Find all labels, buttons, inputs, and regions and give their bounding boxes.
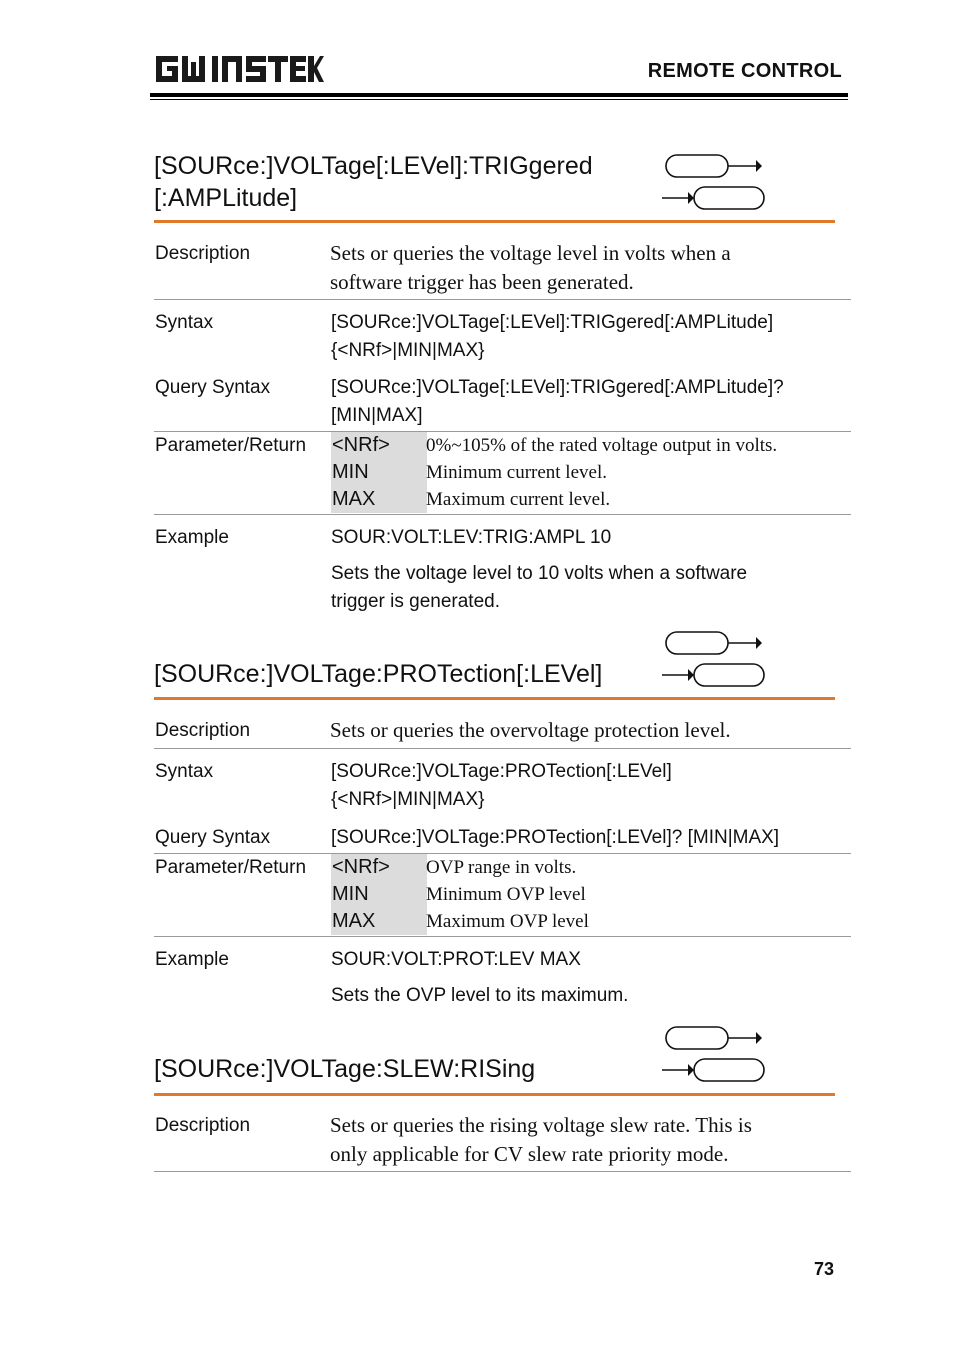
param-value: OVP range in volts. [426,857,577,878]
header-rule [150,93,848,97]
description-text: Sets or queries the overvoltage protection level. [330,718,731,742]
example-description: Sets the voltage level to 10 volts when a software trigger is generated. [331,563,748,612]
description-label: Description [155,1115,251,1136]
query-syntax-text: [SOURce:]VOLTage:PROTection[:LEVel]? [MIN|MAX] [331,827,780,848]
syntax-label: Syntax [155,312,214,333]
section-rule [154,220,835,223]
section-rule [154,697,835,700]
query-syntax-label: Query Syntax [155,377,271,398]
command-title: [SOURce:]VOLTage[:LEVel]:TRIGgered [154,152,593,180]
query-syntax-text: [SOURce:]VOLTage[:LEVel]:TRIGgered[:AMPLitude]? [MIN|MAX] [331,377,784,426]
row-divider [154,299,851,300]
set-query-icon [660,1024,770,1086]
set-icon [666,1027,762,1049]
set-query-icon [660,629,770,691]
description-text: Sets or queries the voltage level in volts when a software trigger has been generated. [330,241,731,294]
row-divider [154,936,851,937]
description-label: Description [155,720,251,741]
param-key: MAX [331,908,427,935]
set-query-icon [660,152,770,214]
example-description: Sets the OVP level to its maximum. [331,985,629,1006]
param-key: <NRf> [331,432,427,459]
param-value: 0%~105% of the rated voltage output in volts. [426,435,778,456]
gw-instek-logo [154,52,324,86]
section-rule [154,1093,835,1096]
param-value: Maximum current level. [426,489,611,510]
set-icon [666,155,762,177]
query-icon [662,664,764,686]
row-divider [154,748,851,749]
query-syntax-label: Query Syntax [155,827,271,848]
command-title: [SOURce:]VOLTage:PROTection[:LEVel] [154,660,603,688]
header-rule-thin [150,99,848,100]
header-section-title: REMOTE CONTROL [647,60,842,82]
set-icon [666,632,762,654]
description-text: Sets or queries the rising voltage slew rate. This is only applicable for CV slew rate priority mode. [330,1113,752,1166]
example-command: SOUR:VOLT:LEV:TRIG:AMPL 10 [331,527,612,548]
command-title: [SOURce:]VOLTage:SLEW:RISing [154,1055,536,1083]
param-key: <NRf> [331,854,427,881]
page-number: 73 [813,1259,834,1279]
parameter-label: Parameter/Return [155,857,307,878]
description-label: Description [155,243,251,264]
syntax-label: Syntax [155,761,214,782]
syntax-text: [SOURce:]VOLTage[:LEVel]:TRIGgered[:AMPLitude] {<NRf>|MIN|MAX} [331,312,774,361]
query-icon [662,1059,764,1081]
param-value: Minimum current level. [426,462,607,483]
param-value: Maximum OVP level [426,911,589,932]
param-value: Minimum OVP level [426,884,586,905]
example-label: Example [155,527,229,548]
param-key: MAX [331,486,427,513]
syntax-text: [SOURce:]VOLTage:PROTection[:LEVel] {<NRf>|MIN|MAX} [331,761,672,810]
param-key: MIN [331,881,427,908]
param-key: MIN [331,459,427,486]
parameter-label: Parameter/Return [155,435,307,456]
example-label: Example [155,949,229,970]
row-divider [154,514,851,515]
query-icon [662,187,764,209]
example-command: SOUR:VOLT:PROT:LEV MAX [331,949,581,970]
row-divider [154,1171,851,1172]
command-title-cont: [:AMPLitude] [154,184,298,212]
